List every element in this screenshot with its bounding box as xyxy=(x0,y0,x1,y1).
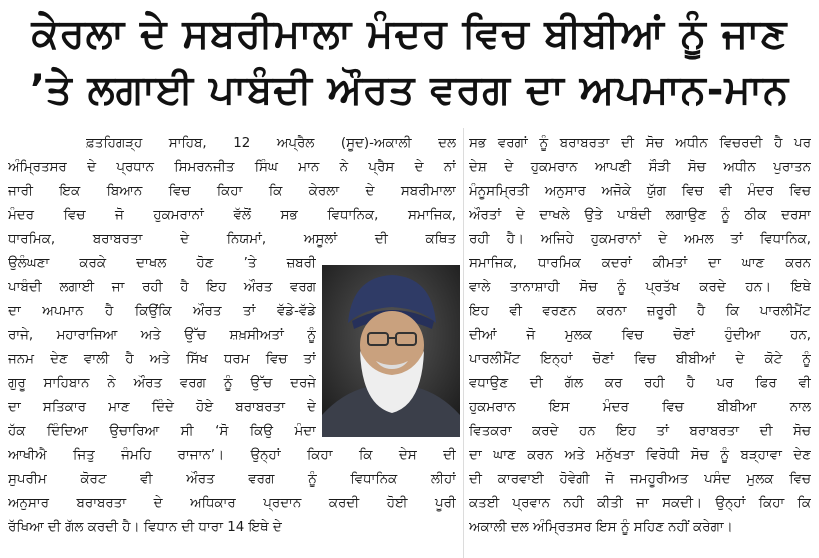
article-right-line: ਔਰਤਾਂ ਦੇ ਦਾਖਲੇ ਉਤੇ ਪਾਬੰਦੀ ਲਗਾਉਣ ਨੂੰ ਠੀਕ ਦਰਸਾ xyxy=(469,208,811,223)
article-left-line: ਰਾਜੇ, ਮਹਾਰਾਜਿਆ ਅਤੇ ਉੱਚ ਸ਼ਖ਼ਸੀਅਤਾਂ ਨੂੰ xyxy=(8,328,316,343)
article-left-line: ਉਲੰਘਣਾ ਕਰਕੇ ਦਾਖਲ ਹੋਣ ’ਤੇ ਜ਼ਬਰੀ xyxy=(8,256,316,271)
article-right-line: ਦੀਆਂ ਜੋ ਮੁਲਕ ਵਿਚ ਚੋਣਾਂ ਹੁੰਦੀਆ ਹਨ, xyxy=(469,328,811,343)
article-right-line: ਦੀ ਕਾਰਵਾਈ ਹੋਵੇਗੀ ਜੋ ਜਮਹੂਰੀਅਤ ਪਸੰਦ ਮੁਲਕ ਵਿਚ xyxy=(469,472,811,487)
article-left-line: ਸੁਪਰੀਮ ਕੋਰਟ ਵੀ ਔਰਤ ਵਰਗ ਨੂੰ ਵਿਧਾਨਿਕ ਲੀਹਾਂ xyxy=(8,472,456,487)
article-left-line: ਦਾ ਸਤਿਕਾਰ ਮਾਣ ਦਿੰਦੇ ਹੋਏ ਬਰਾਬਰਤਾ ਦੇ xyxy=(8,400,316,415)
article-left-line: ਧਾਰਮਿਕ, ਬਰਾਬਰਤਾ ਦੇ ਨਿਯਮਾਂ, ਅਸੂਲਾਂ ਦੀ ਕਥਿਤ xyxy=(8,232,456,247)
article-left-line: ਦਾ ਅਪਮਾਨ ਹੈ ਕਿਉਂਕਿ ਔਰਤ ਤਾਂ ਵੱਡੇ-ਵੱਡੇ xyxy=(8,304,316,319)
article-left-line: ਹੱਕ ਦਿੰਦਿਆ ਉਚਾਰਿਆ ਸੀ ‘ਸੋ ਕਿਉ ਮੰਦਾ xyxy=(8,424,316,439)
article-right-line: ਵਧਾਉਣ ਦੀ ਗੱਲ ਕਰ ਰਹੀ ਹੈ ਪਰ ਫਿਰ ਵੀ xyxy=(469,376,811,391)
portrait-image xyxy=(322,265,460,437)
headline-line-1: ਕੇਰਲਾ ਦੇ ਸਬਰੀਮਾਲਾ ਮੰਦਰ ਵਿਚ ਬੀਬੀਆਂ ਨੂੰ ਜਾਣ xyxy=(31,11,788,57)
article-right-line: ਹੁਕਮਰਾਨ ਇਸ ਮੰਦਰ ਵਿਚ ਬੀਬੀਆ ਨਾਲ xyxy=(469,400,811,415)
article-left-line: ਗੁਰੂ ਸਾਹਿਬਾਨ ਨੇ ਔਰਤ ਵਰਗ ਨੂੰ ਉੱਚ ਦਰਜੇ xyxy=(8,376,316,391)
article-left-line: ਫ਼ਤਹਿਗੜ੍ਹ ਸਾਹਿਬ, 12 ਅਪ੍ਰੈਲ (ਸੂਦ)-ਅਕਾਲੀ ਦਲ xyxy=(86,136,456,151)
article-left-line: ਰੱਖਿਆ ਦੀ ਗੱਲ ਕਰਦੀ ਹੈ। ਵਿਧਾਨ ਦੀ ਧਾਰਾ 14 ਇਥੇ ਦੇ xyxy=(8,520,282,535)
article-left-line: ਆਖੀਐ ਜਿਤੁ ਜੰਮਹਿ ਰਾਜਾਨ’। ਉਨ੍ਹਾਂ ਕਿਹਾ ਕਿ ਦੇਸ ਦੀ xyxy=(8,448,456,463)
article-left-line: ਜਾਰੀ ਇਕ ਬਿਆਨ ਵਿਚ ਕਿਹਾ ਕਿ ਕੇਰਲਾ ਦੇ ਸਬਰੀਮਾਲਾ xyxy=(8,184,456,199)
headline-line-2: ’ਤੇ ਲਗਾਈ ਪਾਬੰਦੀ ਔਰਤ ਵਰਗ ਦਾ ਅਪਮਾਨ-ਮਾਨ xyxy=(29,67,790,113)
article-right-line: ਸਮਾਜਿਕ, ਧਾਰਮਿਕ ਕਦਰਾਂ ਕੀਮਤਾਂ ਦਾ ਘਾਣ ਕਰਨ xyxy=(469,256,811,271)
article-right-line: ਪਾਰਲੀਮੈਂਟ ਇਨ੍ਹਾਂ ਚੋਣਾਂ ਵਿਚ ਬੀਬੀਆਂ ਦੇ ਕੋਟੇ ਨੂੰ xyxy=(469,352,811,367)
article-left-line: ਮੰਦਰ ਵਿਚ ਜੋ ਹੁਕਮਰਾਨਾਂ ਵੱਲੋਂ ਸਭ ਵਿਧਾਨਿਕ, ਸਮਾਜਿਕ, xyxy=(8,208,456,223)
article-right-line: ਵਾਲੇ ਤਾਨਾਸ਼ਾਹੀ ਸੋਚ ਨੂੰ ਪ੍ਰਤੱਖ ਕਰਦੇ ਹਨ। ਇਥੇ xyxy=(469,280,811,295)
article-right-line: ਕਤਈ ਪ੍ਰਵਾਨ ਨਹੀ ਕੀਤੀ ਜਾ ਸਕਦੀ। ਉਨ੍ਹਾਂ ਕਿਹਾ ਕਿ xyxy=(469,496,811,511)
article-left-line: ਅੰਮ੍ਰਿਤਸਰ ਦੇ ਪ੍ਰਧਾਨ ਸਿਮਰਨਜੀਤ ਸਿੰਘ ਮਾਨ ਨੇ ਪ੍ਰੈਸ ਦੇ ਨਾਂ xyxy=(8,160,456,175)
article-left-line: ਪਾਬੰਦੀ ਲਗਾਈ ਜਾ ਰਹੀ ਹੈ ਇਹ ਔਰਤ ਵਰਗ xyxy=(8,280,316,295)
column-divider xyxy=(463,128,464,558)
article-right-line: ਵਿਤਕਰਾ ਕਰਦੇ ਹਨ ਇਹ ਤਾਂ ਬਰਾਬਰਤਾ ਦੀ ਸੋਚ xyxy=(469,424,811,439)
article-right-line: ਦੇਸ਼ ਦੇ ਹੁਕਮਰਾਨ ਆਪਣੀ ਸੌੜੀ ਸੋਚ ਅਧੀਨ ਪੁਰਾਤਨ xyxy=(469,160,811,175)
article-left-line: ਅਨੁਸਾਰ ਬਰਾਬਰਤਾ ਦੇ ਅਧਿਕਾਰ ਪ੍ਰਦਾਨ ਕਰਦੀ ਹੋਈ ਪੂਰੀ xyxy=(8,496,456,511)
article-right-line: ਮੰਨੂਸਮ੍ਰਿਤੀ ਅਨੁਸਾਰ ਅਜੋਕੇ ਯੁੱਗ ਵਿਚ ਵੀ ਮੰਦਰ ਵਿਚ xyxy=(469,184,811,199)
article-right-line: ਦਾ ਘਾਣ ਕਰਨ ਅਤੇ ਮਨੁੱਖਤਾ ਵਿਰੋਧੀ ਸੋਚ ਨੂੰ ਬੜ੍ਹਾਵਾ ਦੇਣ xyxy=(469,448,811,463)
article-right-line: ਸਭ ਵਰਗਾਂ ਨੂੰ ਬਰਾਬਰਤਾ ਦੀ ਸੋਚ ਅਧੀਨ ਵਿਚਰਦੀ ਹੈ ਪਰ xyxy=(469,136,811,151)
article-right-line: ਅਕਾਲੀ ਦਲ ਅੰਮ੍ਰਿਤਸਰ ਇਸ ਨੂੰ ਸਹਿਣ ਨਹੀਂ ਕਰੇਗਾ। xyxy=(469,520,733,535)
portrait-photo xyxy=(322,265,460,437)
article-right-line: ਰਹੀ ਹੈ। ਅਜਿਹੇ ਹੁਕਮਰਾਨਾਂ ਦੇ ਅਮਲ ਤਾਂ ਵਿਧਾਨਿਕ, xyxy=(469,232,811,247)
article-left-line: ਜਨਮ ਦੇਣ ਵਾਲੀ ਹੈ ਅਤੇ ਸਿੱਖ ਧਰਮ ਵਿਚ ਤਾਂ xyxy=(8,352,316,367)
article-right-line: ਇਹ ਵੀ ਵਰਣਨ ਕਰਨਾ ਜ਼ਰੂਰੀ ਹੈ ਕਿ ਪਾਰਲੀਮੈਂਟ xyxy=(469,304,811,319)
